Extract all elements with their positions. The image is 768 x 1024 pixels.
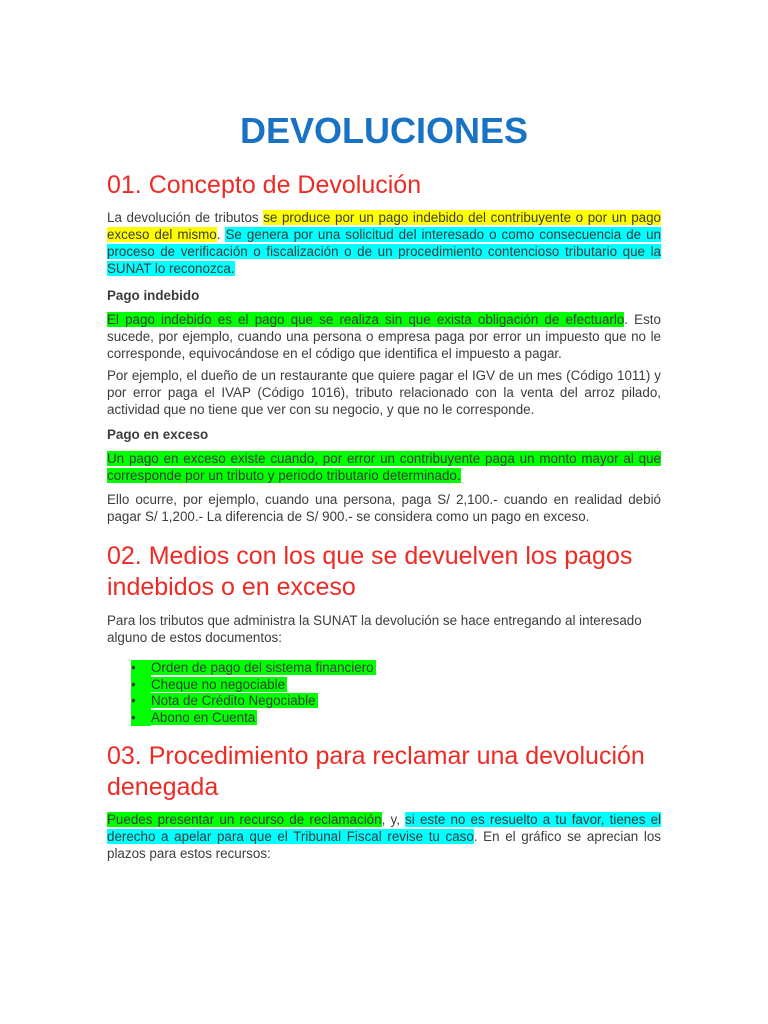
- section-1-paragraph-3: Por ejemplo, el dueño de un restaurante que quiere pagar el IGV de un mes (Código 1011) y por error paga el IVAP (Código 1016), tributo relacionado con la venta del arroz pilado, actividad que no tiene que ver con su negocio, y que no le corresponde.: [107, 368, 661, 417]
- text-plain: La devolución de tributos: [107, 210, 264, 225]
- text-plain: , y,: [381, 812, 406, 827]
- text-plain: . Esto sucede, por ejemplo, cuando una persona o empresa paga por error un impuesto que no le corresponde, equivocándose en el código que identifica el impuesto a pagar.: [107, 312, 661, 361]
- highlight-yellow: se produce por un pago indebido del contribuyente o por un pago exceso del mismo: [107, 210, 661, 242]
- list-item: • Orden de pago del sistema financiero: [131, 660, 374, 675]
- list-item: • Nota de Crédito Negociable: [131, 693, 316, 708]
- subheading-pago-indebido: Pago indebido: [107, 288, 200, 303]
- text-plain: .: [216, 227, 226, 242]
- bullet-icon: •: [131, 693, 151, 710]
- subheading-pago-en-exceso: Pago en exceso: [107, 427, 209, 442]
- section-1-paragraph-1: [107, 209, 661, 277]
- bullet-icon: •: [131, 710, 151, 727]
- section-3-paragraph: [107, 811, 661, 862]
- highlight-cyan: Se genera por una solicitud del interesado o como consecuencia de un proceso de verificación o fiscalización o de un procedimiento contencioso tributario que la SUNAT lo reconozca.: [107, 227, 661, 276]
- page-title: DEVOLUCIONES: [239, 110, 529, 151]
- section-2-paragraph: Para los tributos que administra la SUNAT la devolución se hace entregando al interesado alguno de estos documentos:: [107, 613, 642, 645]
- list-item: • Cheque no negociable: [131, 676, 286, 692]
- documents-list: [131, 660, 376, 726]
- section-1-paragraph-4: [107, 450, 661, 484]
- bullet-icon: •: [131, 660, 151, 677]
- highlight-green: Puedes presentar un recurso de reclamación: [107, 812, 382, 827]
- highlight-green: El pago indebido es el pago que se realiza sin que exista obligación de efectuarlo: [107, 312, 625, 327]
- text-plain: . En el gráfico se aprecian los plazos para estos recursos:: [107, 829, 661, 861]
- section-1-paragraph-5: Ello ocurre, por ejemplo, cuando una persona, paga S/ 2,100.- cuando en realidad debió pagar S/ 1,200.- La diferencia de S/ 900.- se considera como un pago en exceso.: [107, 492, 661, 524]
- section-1-heading: 01. Concepto de Devolución: [107, 171, 422, 199]
- highlight-cyan: si este no es resuelto a tu favor, tienes el derecho a apelar para que el Tribunal Fiscal revise tu caso: [107, 812, 661, 844]
- section-3-heading: 03. Procedimiento para reclamar una devolución denegada: [107, 742, 645, 801]
- bullet-icon: •: [131, 677, 151, 694]
- section-1-paragraph-2: [107, 311, 661, 362]
- highlight-green: Un pago en exceso existe cuando, por error un contribuyente paga un monto mayor al que corresponde por un tributo y periodo tributario determinado.: [107, 451, 661, 483]
- section-2-heading: 02. Medios con los que se devuelven los pagos indebidos o en exceso: [107, 542, 633, 601]
- list-item: • Abono en Cuenta: [131, 709, 256, 725]
